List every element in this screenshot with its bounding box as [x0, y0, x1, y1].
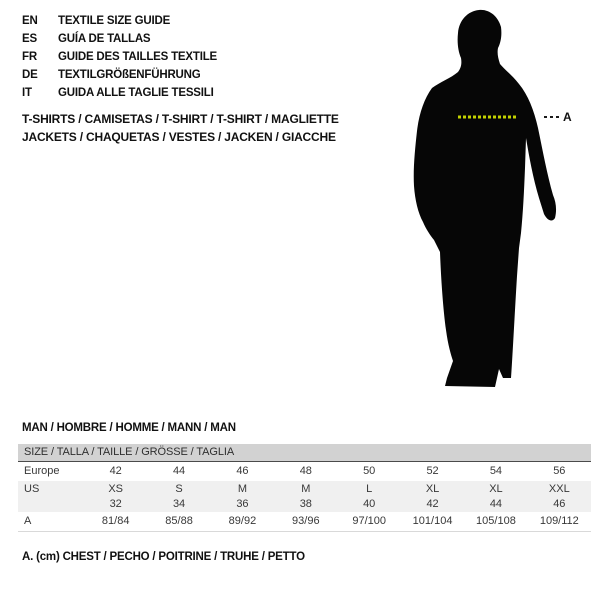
size-cell: 85/88 — [165, 515, 193, 527]
size-cell: XL — [489, 483, 503, 495]
language-title: TEXTILGRÖßENFÜHRUNG — [58, 69, 201, 81]
size-cell: 50 — [363, 465, 376, 477]
size-cell: 42 — [109, 465, 122, 477]
table-row-europe — [18, 462, 591, 481]
size-cell: XXL — [548, 483, 570, 495]
language-title: GUÍA DE TALLAS — [58, 33, 151, 45]
language-guide-list — [22, 12, 217, 102]
size-cell: 56 — [553, 465, 566, 477]
size-cell: 44 — [172, 465, 186, 477]
language-code: EN — [22, 15, 38, 27]
language-code: ES — [22, 33, 37, 45]
language-code: IT — [22, 87, 32, 99]
size-cell: 40 — [363, 498, 376, 510]
size-cell: 54 — [489, 465, 503, 477]
language-row — [22, 48, 217, 66]
size-cell: M — [237, 483, 248, 495]
size-cell: 97/100 — [352, 515, 387, 527]
size-cell: 93/96 — [292, 515, 320, 527]
size-cell: L — [366, 483, 373, 495]
language-row — [22, 30, 217, 48]
section-heading-man: MAN / HOMBRE / HOMME / MANN / MAN — [22, 422, 236, 434]
language-row — [22, 66, 217, 84]
size-cell: 48 — [299, 465, 312, 477]
size-table-header: SIZE / TALLA / TAILLE / GRÖSSE / TAGLIA — [18, 444, 591, 462]
size-cell: 46 — [236, 465, 249, 477]
table-row-chest — [18, 512, 591, 531]
size-cell: XS — [108, 483, 124, 495]
size-cell: 81/84 — [101, 515, 130, 527]
size-cell: 42 — [426, 498, 439, 510]
language-row — [22, 12, 217, 30]
size-cell: 38 — [299, 498, 312, 510]
language-code: FR — [22, 51, 37, 63]
table-row-numeric — [18, 497, 591, 512]
size-cell: S — [175, 483, 183, 495]
language-title: TEXTILE SIZE GUIDE — [58, 15, 171, 27]
size-cell: XL — [425, 483, 440, 495]
size-cell: M — [301, 483, 311, 495]
category-line-tshirts: T-SHIRTS / CAMISETAS / T-SHIRT / T-SHIRT / MAGLIETTE — [22, 112, 339, 126]
man-silhouette — [414, 10, 556, 387]
size-cell: 109/112 — [539, 515, 579, 527]
size-cell: 36 — [236, 498, 249, 510]
measurement-label-a: A — [563, 110, 572, 124]
man-silhouette-figure — [413, 8, 583, 400]
size-cell: 105/108 — [476, 515, 516, 527]
category-line-jackets: JACKETS / CHAQUETAS / VESTES / JACKEN / GIACCHE — [22, 130, 336, 144]
row-label: Europe — [24, 465, 60, 477]
language-row — [22, 84, 217, 102]
size-cell: 89/92 — [228, 515, 257, 527]
size-cell: 52 — [426, 465, 439, 477]
size-cell: 101/104 — [412, 515, 453, 527]
language-title: GUIDE DES TAILLES TEXTILE — [58, 51, 217, 63]
row-label: US — [24, 483, 40, 495]
measurement-footnote: A. (cm) CHEST / PECHO / POITRINE / TRUHE / PETTO — [22, 551, 305, 563]
size-cell: 32 — [109, 498, 122, 510]
language-title: GUIDA ALLE TAGLIE TESSILI — [58, 87, 214, 99]
row-label — [18, 497, 84, 512]
size-cell: 44 — [489, 498, 503, 510]
size-cell: 46 — [553, 498, 566, 510]
product-categories — [22, 110, 339, 146]
table-row-us — [18, 481, 591, 497]
language-code: DE — [22, 69, 38, 81]
row-label: A — [24, 515, 32, 527]
size-table — [18, 444, 591, 532]
size-cell: 34 — [172, 498, 186, 510]
